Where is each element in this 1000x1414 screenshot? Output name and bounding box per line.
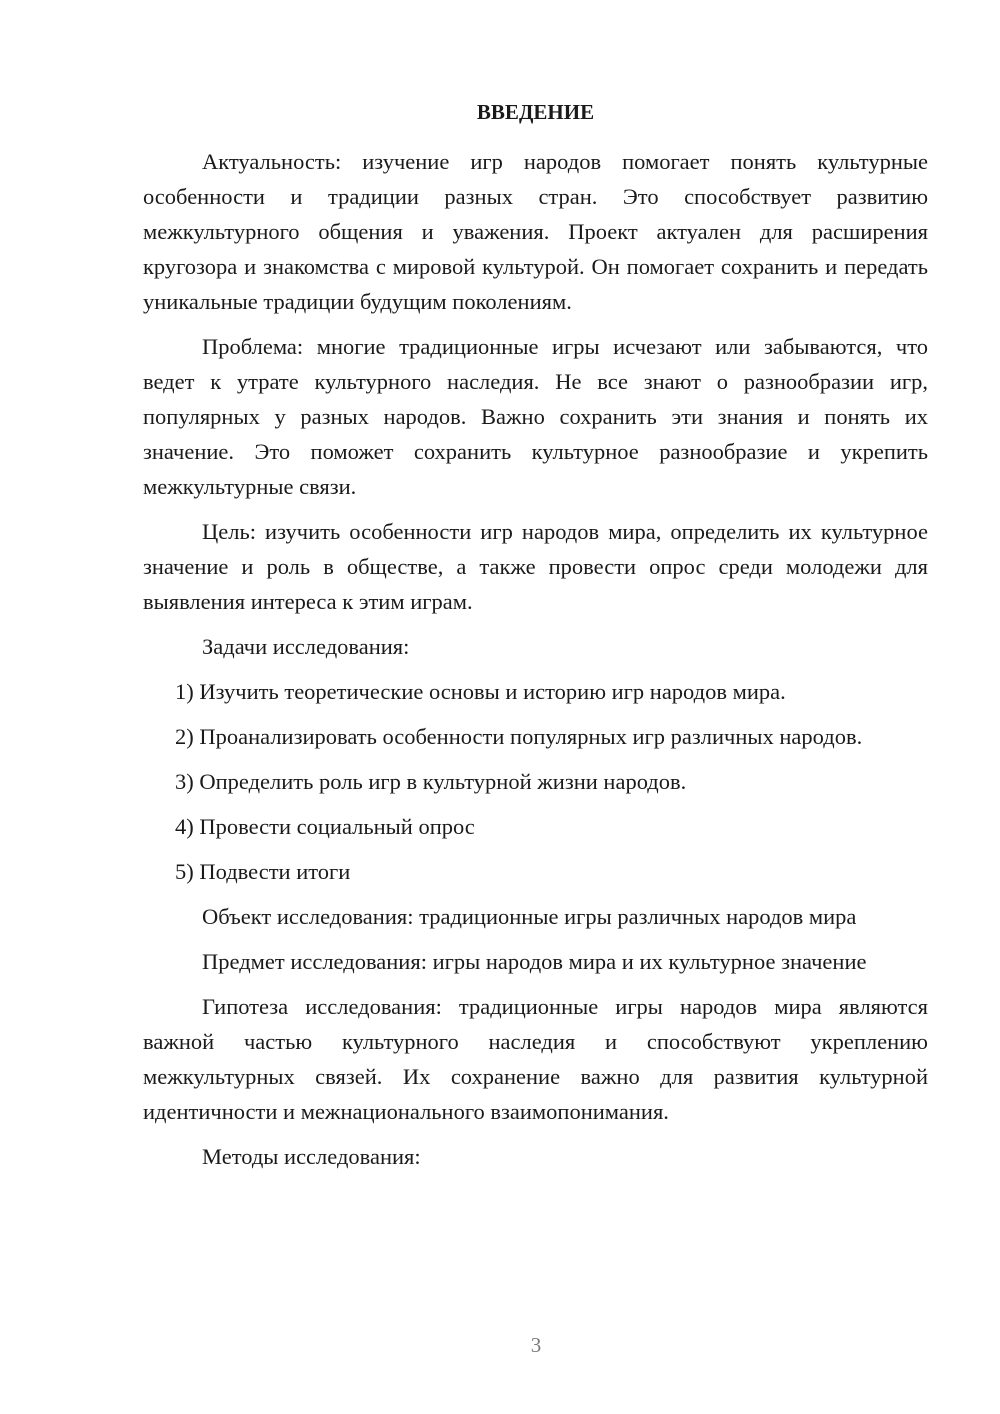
relevance-paragraph: Актуальность: изучение игр народов помогает понять культурные особенности и традиции разных стран. Это способствует развитию межкультурного общения и уважения. Проект актуален для расширения кругозора и знакомства с мировой культурой. Он помогает сохранить и передать уникальные традиции будущим поколениям. xyxy=(143,149,928,314)
hypothesis-paragraph: Гипотеза исследования: традиционные игры народов мира являются важной частью культурного наследия и способствуют укреплению межкультурных связей. Их сохранение важно для развития культурной идентичности и межнационального взаимопонимания. xyxy=(143,994,928,1124)
problem-paragraph: Проблема: многие традиционные игры исчезают или забываются, что ведет к утрате культурного наследия. Не все знают о разнообразии игр, популярных у разных народов. Важно сохранить эти знания и понять их значение. Это поможет сохранить культурное разнообразие и укрепить межкультурные связи. xyxy=(143,334,928,499)
subject-paragraph: Предмет исследования: игры народов мира и их культурное значение xyxy=(202,949,867,974)
methods-heading: Методы исследования: xyxy=(202,1144,421,1169)
object-paragraph: Объект исследования: традиционные игры различных народов мира xyxy=(202,904,857,929)
task-item-4: 4) Провести социальный опрос xyxy=(175,814,475,839)
task-item-1: 1) Изучить теоретические основы и историю игр народов мира. xyxy=(175,679,786,704)
task-item-5: 5) Подвести итоги xyxy=(175,859,351,884)
page-content xyxy=(143,95,928,1184)
task-item-2: 2) Проанализировать особенности популярных игр различных народов. xyxy=(175,724,863,749)
goal-paragraph: Цель: изучить особенности игр народов мира, определить их культурное значение и роль в обществе, а также провести опрос среди молодежи для выявления интереса к этим играм. xyxy=(143,519,928,614)
tasks-heading: Задачи исследования: xyxy=(202,634,410,659)
section-title: ВВЕДЕНИЕ xyxy=(476,100,595,124)
task-item-3: 3) Определить роль игр в культурной жизни народов. xyxy=(175,769,687,794)
page-number: 3 xyxy=(530,1333,542,1357)
